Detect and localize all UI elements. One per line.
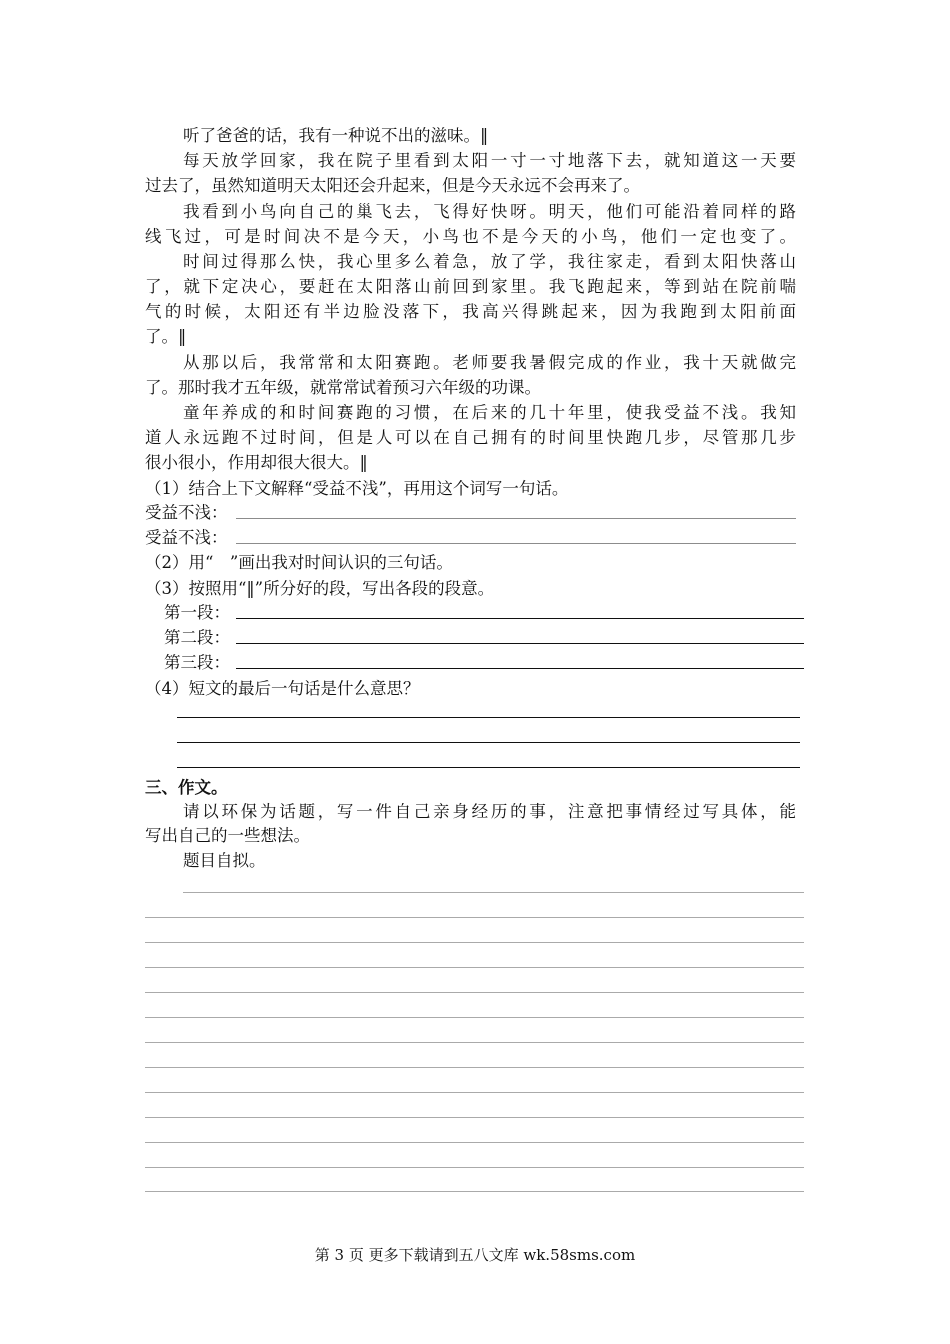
composition-writing-line[interactable] [145, 992, 804, 993]
composition-writing-line[interactable] [145, 1092, 804, 1093]
composition-writing-line[interactable] [145, 1017, 804, 1018]
q3-answer-line-2[interactable] [236, 643, 804, 644]
composition-writing-line[interactable] [145, 1191, 804, 1192]
passage-p6-line1: 童年养成的和时间赛跑的习惯，在后来的几十年里，使我受益不浅。我知 [183, 403, 796, 422]
question-4: （4）短文的最后一句话是什么意思？ [145, 679, 420, 698]
page-footer: 第 3 页 更多下载请到五八文库 wk.58sms.com [314, 1246, 636, 1264]
passage-p5-line1: 从那以后，我常常和太阳赛跑。老师要我暑假完成的作业，我十天就做完 [183, 353, 796, 372]
q3-label-paragraph-3: 第三段： [164, 653, 230, 672]
q3-answer-line-1[interactable] [236, 618, 804, 619]
passage-p1-line1: 听了爸爸的话，我有一种说不出的滋味。‖ [183, 126, 489, 145]
passage-p6-line2: 道人永远跑不过时间，但是人可以在自己拥有的时间里快跑几步，尽管那几步 [145, 428, 796, 447]
composition-writing-line[interactable] [145, 1042, 804, 1043]
passage-p2-line2: 过去了，虽然知道明天太阳还会升起来，但是今天永远不会再来了。 [145, 176, 640, 195]
passage-p3-line2: 线飞过，可是时间决不是今天，小鸟也不是今天的小鸟，他们一定也变了。 [145, 227, 796, 246]
q3-label-paragraph-2: 第二段： [164, 628, 230, 647]
q4-answer-line-1[interactable] [177, 717, 800, 718]
composition-writing-line[interactable] [183, 892, 804, 893]
passage-p4-line3: 气的时候，太阳还有半边脸没落下，我高兴得跳起来，因为我跑到太阳前面 [145, 302, 796, 321]
passage-p4-line2: 了，就下定决心，要赶在太阳落山前回到家里。我飞跑起来，等到站在院前喘 [145, 277, 796, 296]
q1-answer-line-a[interactable] [236, 518, 796, 519]
question-1: （1）结合上下文解释“受益不浅”，再用这个词写一句话。 [145, 479, 569, 498]
q4-answer-line-2[interactable] [177, 742, 800, 743]
composition-heading: 三、作文。 [145, 778, 228, 797]
q1-answer-label-b: 受益不浅： [145, 528, 228, 547]
composition-writing-line[interactable] [145, 917, 804, 918]
composition-instruction-line1: 请以环保为话题，写一件自己亲身经历的事，注意把事情经过写具体，能 [183, 802, 796, 821]
q1-answer-label-a: 受益不浅： [145, 503, 228, 522]
composition-writing-line[interactable] [145, 1167, 804, 1168]
composition-writing-line[interactable] [145, 1142, 804, 1143]
passage-p4-line1: 时间过得那么快，我心里多么着急，放了学，我往家走，看到太阳快落山 [183, 252, 796, 271]
q1-answer-line-b[interactable] [236, 543, 796, 544]
passage-p3-line1: 我看到小鸟向自己的巢飞去，飞得好快呀。明天，他们可能沿着同样的路 [183, 202, 796, 221]
question-3: （3）按照用“‖”所分好的段，写出各段的段意。 [145, 579, 495, 598]
composition-writing-line[interactable] [145, 967, 804, 968]
composition-writing-line[interactable] [145, 1067, 804, 1068]
composition-instruction-line2: 写出自己的一些想法。 [145, 826, 310, 845]
q3-label-paragraph-1: 第一段： [164, 603, 230, 622]
composition-writing-line[interactable] [145, 942, 804, 943]
passage-p2-line1: 每天放学回家，我在院子里看到太阳一寸一寸地落下去，就知道这一天要 [183, 151, 796, 170]
question-2: （2）用“ ”画出我对时间认识的三句话。 [145, 553, 453, 572]
composition-writing-line[interactable] [145, 1117, 804, 1118]
passage-p4-line4: 了。‖ [145, 327, 187, 346]
q4-answer-line-3[interactable] [177, 767, 800, 768]
passage-p6-line3: 很小很小，作用却很大很大。‖ [145, 453, 368, 472]
composition-title-note: 题目自拟。 [183, 851, 266, 870]
passage-p5-line2: 了。那时我才五年级，就常常试着预习六年级的功课。 [145, 378, 541, 397]
q3-answer-line-3[interactable] [236, 668, 804, 669]
